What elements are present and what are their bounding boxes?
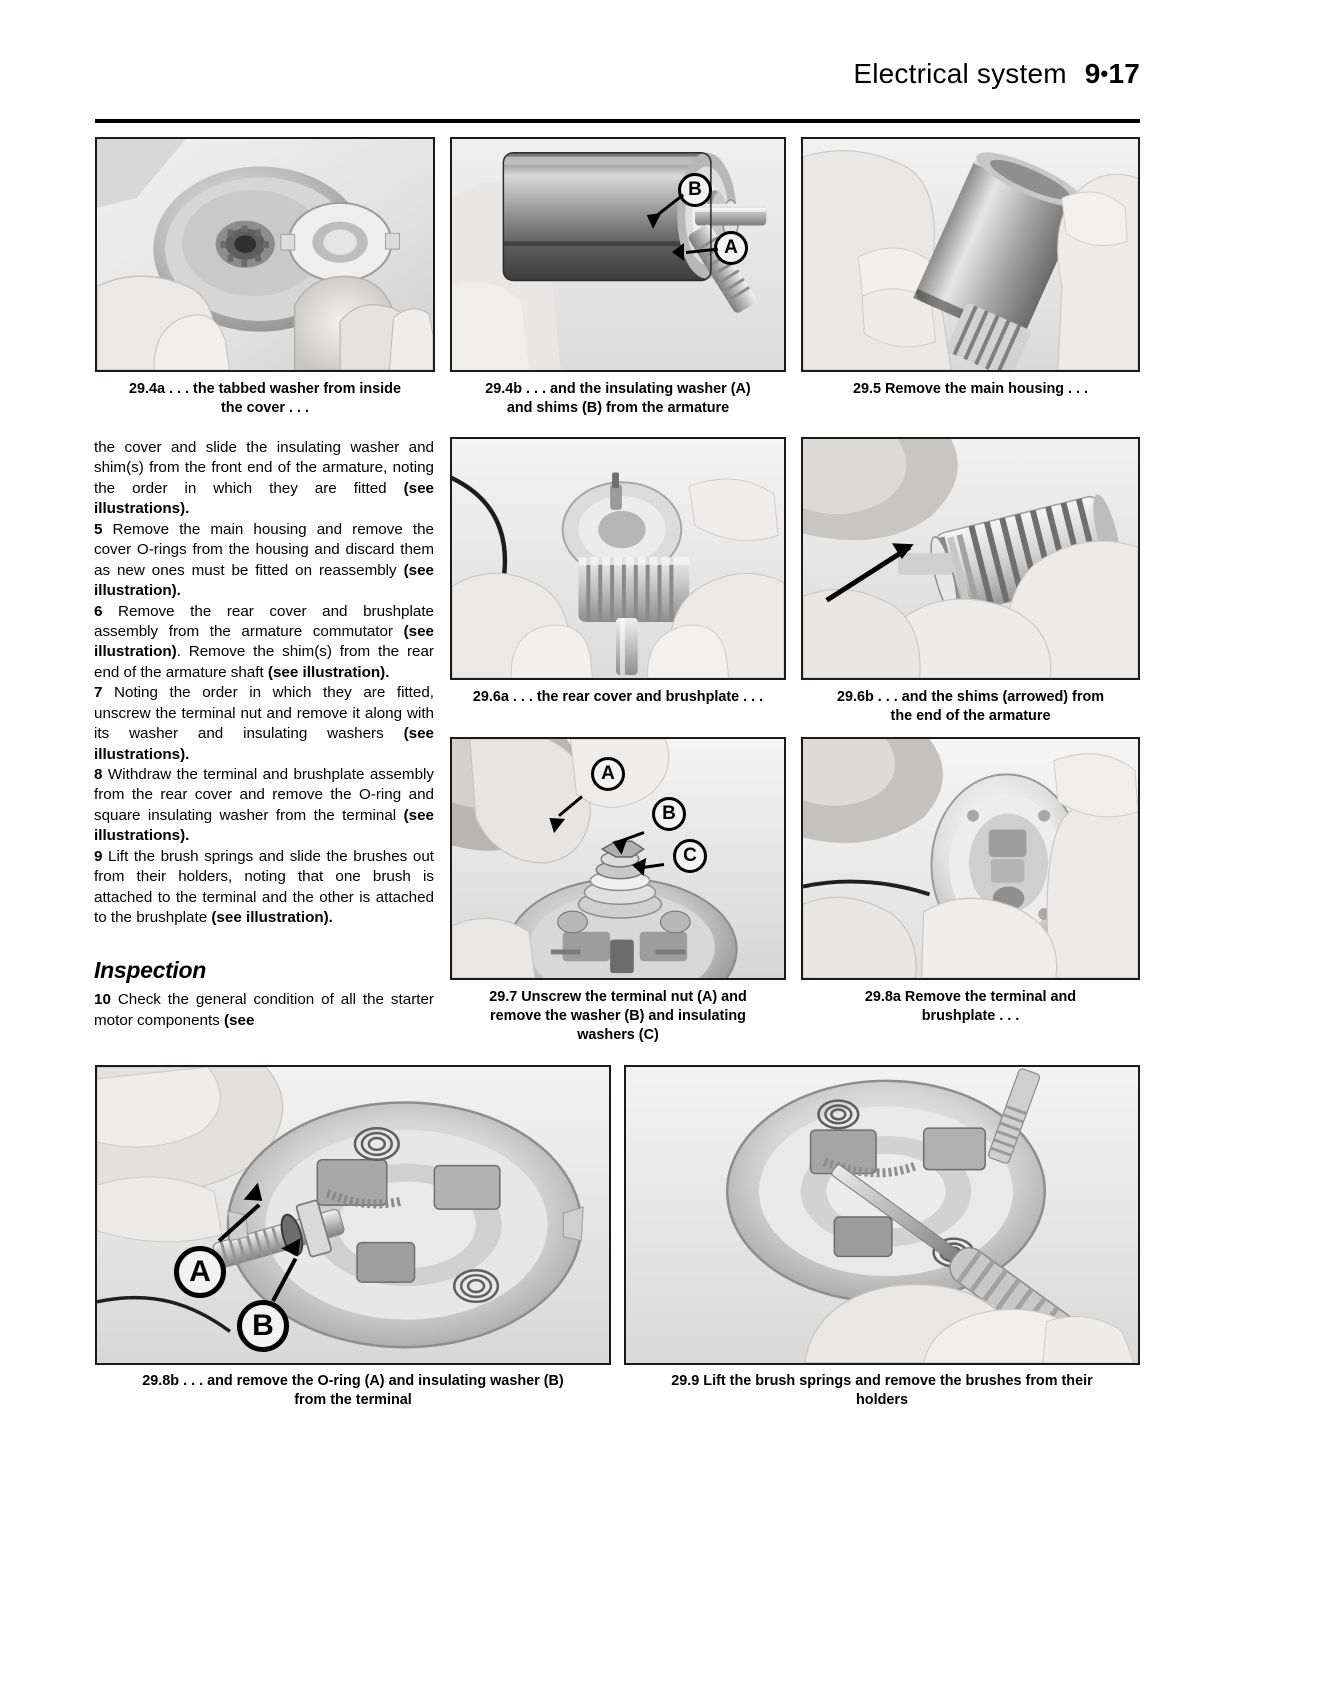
page-number-separator: •	[1100, 61, 1109, 86]
text-emphasis: (see illustration)	[94, 622, 434, 661]
figure-callout-29-8b-b-label: B	[252, 1309, 274, 1342]
page-header	[95, 58, 1140, 90]
figure-caption-29-8b	[95, 1372, 611, 1410]
figure-caption-29-6b-line1: 29.6b . . . and the shims (arrowed) from	[836, 689, 1105, 705]
text-run: Lift the brush springs and slide the brushes out from their holders, noting that one brush is attached to the terminal and the other is attached to the brushplate	[94, 847, 434, 927]
paragraph-number: 7	[94, 684, 115, 702]
figure-image-29-6a	[450, 437, 786, 680]
figure-callout-29-8b-a	[174, 1246, 226, 1298]
paragraph-number: 6	[94, 602, 119, 620]
figure-caption-29-4a	[95, 380, 435, 418]
figure-caption-29-4b-line2: and shims (B) from the armature	[506, 400, 730, 417]
body-text-column	[94, 438, 434, 1031]
figure-callout-29-4b-a-label: A	[724, 237, 738, 258]
paragraph-6	[94, 602, 434, 684]
section-heading-inspection: Inspection	[94, 956, 207, 983]
figure-caption-29-7	[450, 988, 786, 1045]
figure-image-29-6b	[801, 437, 1140, 680]
text-emphasis: (see illustrations).	[94, 479, 434, 518]
text-emphasis: (see illustrations).	[94, 725, 434, 763]
text-emphasis: (see illustration).	[267, 663, 390, 681]
paragraph-5	[94, 520, 434, 602]
text-run: Check the general condition of all the starter motor components	[94, 991, 434, 1029]
figure-callout-29-8b-a-label: A	[189, 1255, 211, 1288]
page-number	[1085, 58, 1140, 89]
figure-caption-29-6b	[801, 688, 1140, 726]
page-number-page: 17	[1108, 58, 1140, 89]
figure-callout-29-7-c-label: C	[683, 845, 697, 866]
figure-image-29-5	[801, 137, 1140, 372]
figure-caption-29-8b-line1: 29.8b . . . and remove the O-ring (A) and insulating washer (B)	[142, 1373, 564, 1389]
figure-caption-29-5-line1: 29.5 Remove the main housing . . .	[852, 381, 1089, 397]
figure-image-29-7	[450, 737, 786, 980]
figure-caption-29-7-line2: remove the washer (B) and insulating	[490, 1008, 746, 1025]
figure-caption-29-9-line2: holders	[856, 1392, 908, 1409]
paragraph-number: 10	[94, 991, 118, 1009]
paragraph-continued	[94, 438, 434, 520]
paragraph-10	[94, 990, 434, 1031]
paragraph-9	[94, 847, 434, 929]
figure-caption-29-7-line1: 29.7 Unscrew the terminal nut (A) and	[489, 989, 747, 1005]
text-run: . Remove the shim(s) from the rear end of the armature shaft	[94, 643, 434, 681]
paragraph-8	[94, 765, 434, 847]
paragraph-number: 5	[94, 520, 113, 538]
figure-arrowhead-29-7-c	[631, 856, 646, 876]
text-run: Remove the main housing and remove the cover O-rings from the housing and discard them as new ones must be fitted on reassembly	[94, 520, 434, 579]
photo-29-6a	[452, 439, 784, 678]
figure-caption-29-8a-line2: brushplate . . .	[921, 1008, 1020, 1025]
figure-caption-29-8b-line2: from the terminal	[294, 1392, 412, 1409]
text-run: Withdraw the terminal and brushplate assembly from the rear cover and remove the O-ring and square insulating washer from the terminal	[94, 766, 434, 824]
figure-image-29-8a	[801, 737, 1140, 980]
figure-callout-29-7-b	[652, 797, 686, 831]
text-emphasis: (see illustration).	[211, 909, 333, 927]
figure-image-29-4b	[450, 137, 786, 372]
photo-29-6b	[803, 439, 1138, 678]
figure-image-29-8b	[95, 1065, 611, 1365]
figure-caption-29-4b	[450, 380, 786, 418]
paragraph-7	[94, 683, 434, 765]
photo-29-4a	[97, 139, 433, 370]
photo-29-8b	[97, 1067, 609, 1363]
paragraph-number: 9	[94, 847, 109, 865]
figure-arrowhead-29-4b-a	[672, 243, 684, 261]
paragraph-number: 8	[94, 766, 108, 783]
text-run: Remove the rear cover and brushplate assembly from the armature commutator	[94, 602, 434, 640]
figure-caption-29-7-line3: washers (C)	[577, 1027, 659, 1044]
page-number-chapter: 9	[1084, 58, 1101, 89]
figure-callout-29-7-a	[591, 757, 625, 791]
figure-callout-29-4b-b	[678, 173, 712, 207]
page-header-title: Electrical system	[853, 58, 1067, 89]
figure-caption-29-6a-line1: 29.6a . . . the rear cover and brushplate . . .	[472, 689, 764, 705]
figure-callout-29-7-a-label: A	[601, 763, 615, 784]
figure-image-29-9	[624, 1065, 1140, 1365]
photo-29-8a	[803, 739, 1138, 978]
figure-caption-29-8a-line1: 29.8a Remove the terminal and	[864, 989, 1077, 1005]
figure-callout-29-7-b-label: B	[662, 803, 676, 824]
figure-caption-29-9-line1: 29.9 Lift the brush springs and remove the brushes from their	[671, 1373, 1093, 1389]
photo-29-5	[803, 139, 1138, 370]
figure-caption-29-4b-line1: 29.4b . . . and the insulating washer (A)	[485, 381, 751, 397]
figure-caption-29-4a-line1: 29.4a . . . the tabbed washer from inside	[129, 381, 401, 397]
figure-callout-29-4b-b-label: B	[688, 179, 702, 200]
figure-callout-29-8b-b	[237, 1300, 289, 1352]
figure-caption-29-6a	[450, 688, 786, 707]
header-rule	[95, 119, 1140, 123]
figure-caption-29-9	[624, 1372, 1140, 1410]
text-emphasis: (see illustration).	[94, 561, 434, 600]
photo-29-9	[626, 1067, 1138, 1363]
figure-image-29-4a	[95, 137, 435, 372]
text-run: Noting the order in which they are fitted, unscrew the terminal nut and remove it along with its washer and insulating washers	[94, 684, 434, 743]
figure-caption-29-6b-line2: the end of the armature	[890, 708, 1051, 725]
text-emphasis: (see illustrations).	[94, 806, 434, 845]
figure-caption-29-5	[801, 380, 1140, 399]
figure-caption-29-4a-line2: the cover . . .	[221, 400, 309, 417]
figure-callout-29-4b-a	[714, 231, 748, 265]
figure-callout-29-7-c	[673, 839, 707, 873]
text-run: the cover and slide the insulating washer and shim(s) from the front end of the armature, noting the order in which they are fitted	[94, 439, 434, 497]
text-emphasis: (see	[224, 1011, 255, 1029]
figure-caption-29-8a	[801, 988, 1140, 1026]
